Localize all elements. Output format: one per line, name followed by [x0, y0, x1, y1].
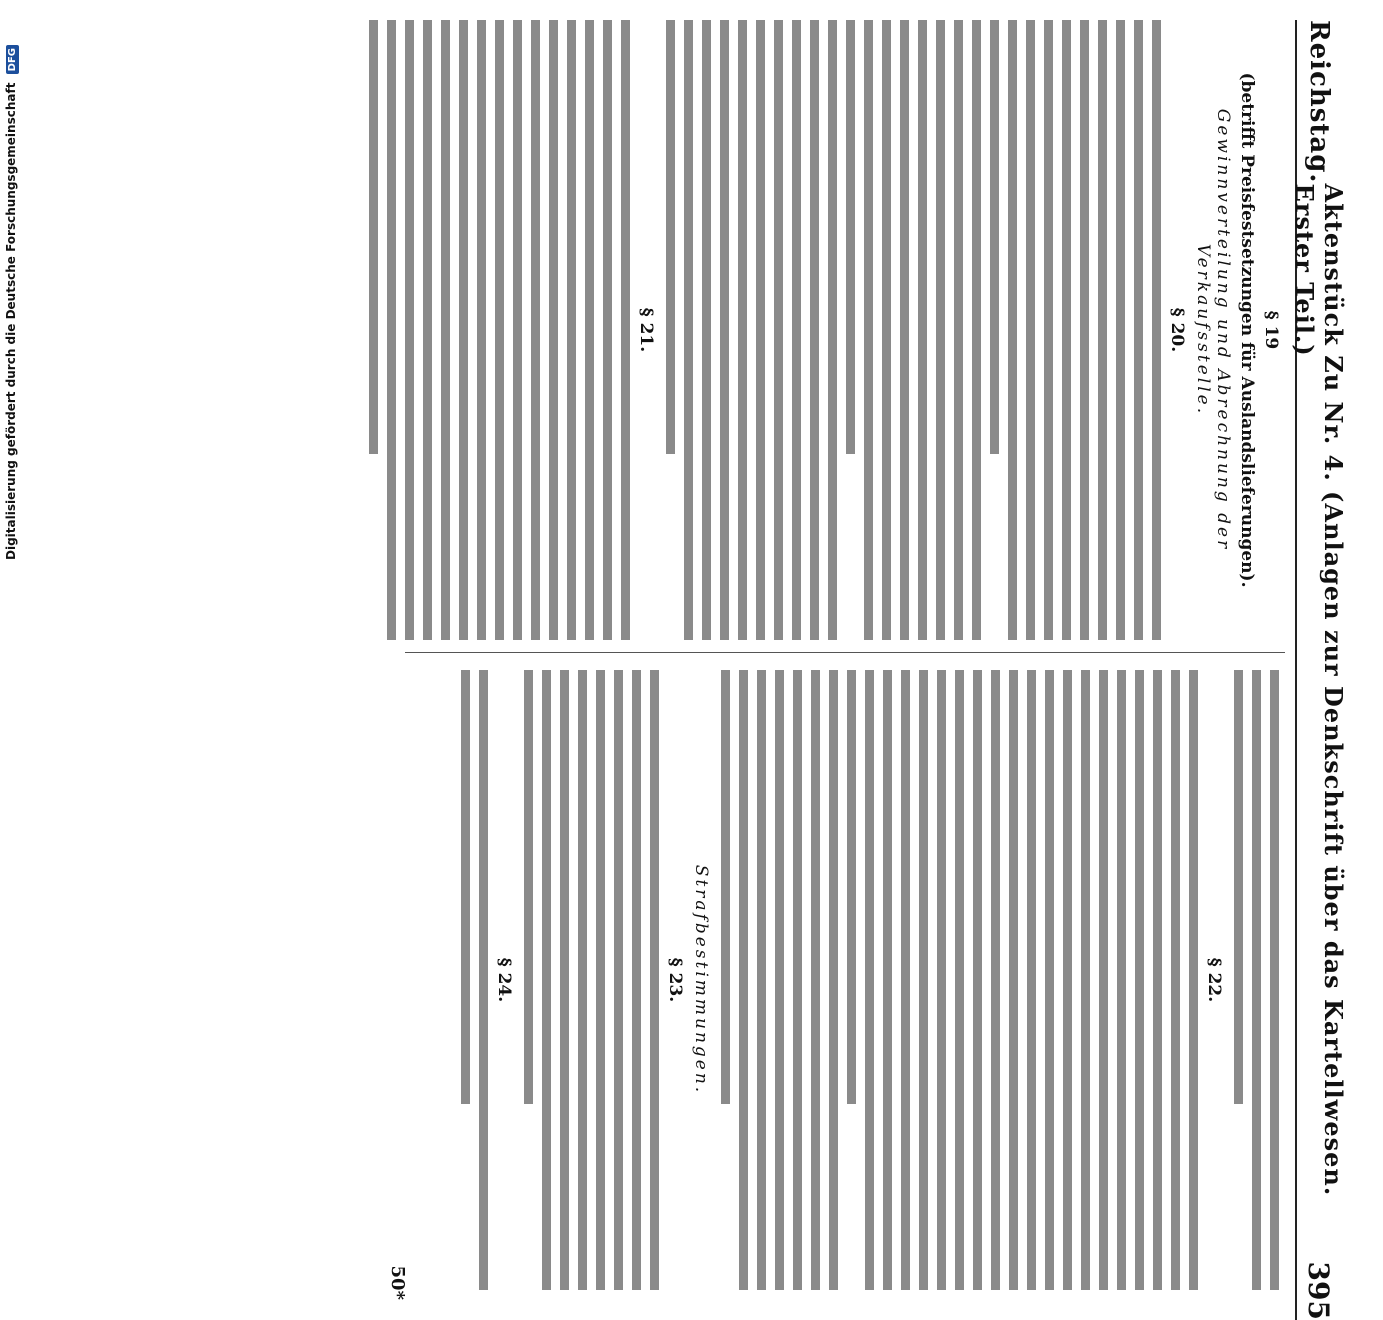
column-divider: [405, 652, 1285, 653]
right-column: [405, 670, 1285, 1290]
section-21-text: [369, 20, 630, 640]
section-19-subtitle: Gewinnverteilung und Abrechnung der Verkaufsstelle.: [1193, 108, 1233, 552]
page-header: [1290, 20, 1348, 1320]
section-20-text: [666, 20, 1161, 640]
section-24-number: § 24.: [494, 957, 514, 1003]
header-left: Reichstag.: [1304, 20, 1334, 184]
header-title: Aktenstück Zu Nr. 4. (Anlagen zur Denkschrift über das Kartellwesen. Erster Teil.): [1290, 183, 1348, 1197]
section-19-title: (betrifft Preisfestsetzungen für Auslandslieferungen).: [1237, 72, 1257, 588]
section-23-text: [524, 670, 659, 1290]
section-21-continued-text: [1234, 670, 1279, 1290]
section-21-number: § 21.: [636, 307, 656, 353]
section-22-text: [721, 670, 1198, 1290]
strafbestimmungen-heading: Strafbestimmungen.: [691, 864, 711, 1096]
document-page: [381, 20, 1348, 1320]
page-number: 395: [1302, 1261, 1336, 1320]
section-19-number: § 19: [1261, 310, 1281, 350]
section-23-number: § 23.: [665, 957, 685, 1003]
digitization-note: [4, 45, 19, 560]
section-20-number: § 20.: [1167, 307, 1187, 353]
section-24-text: [461, 670, 488, 1290]
footer-signature: 50*: [387, 1265, 408, 1300]
digitization-note-text: Digitalisierung gefördert durch die Deutsche Forschungsgemeinschaft: [4, 82, 18, 560]
section-22-number: § 22.: [1204, 957, 1224, 1003]
dfg-logo: DFG: [6, 45, 19, 74]
left-column: [405, 20, 1285, 640]
